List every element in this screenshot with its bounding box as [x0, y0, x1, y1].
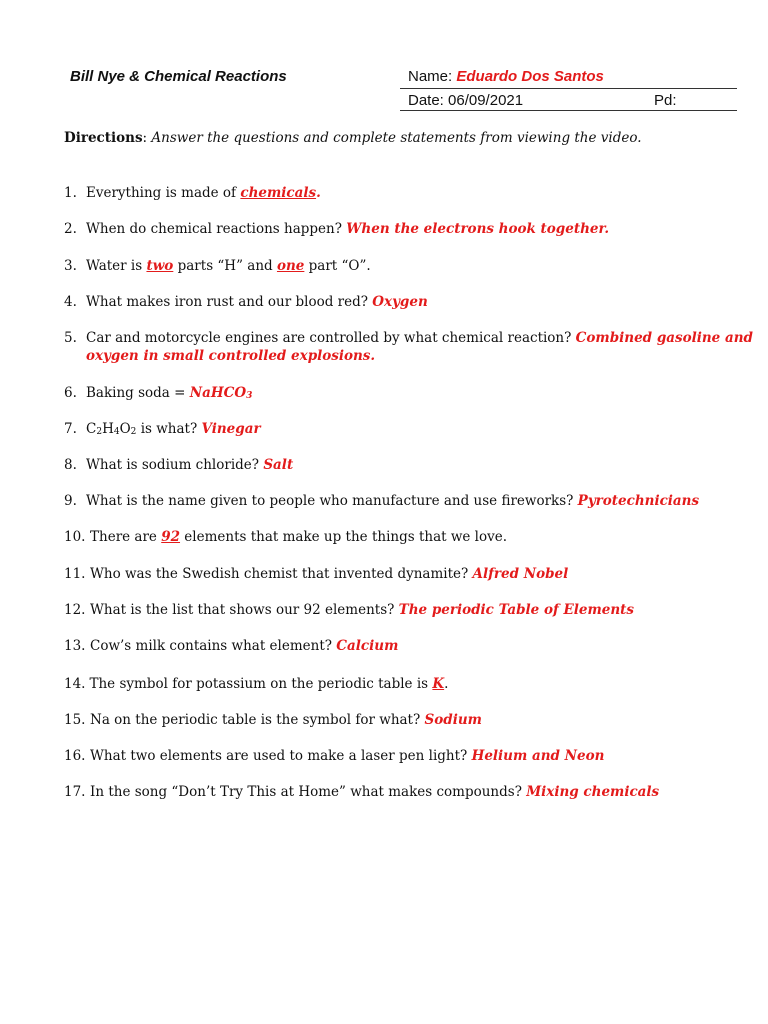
question-number: 12. [64, 602, 86, 618]
question-13 [64, 637, 398, 655]
question-text: is what? [136, 421, 202, 437]
formula-h: H [102, 421, 114, 437]
formula-o: O [119, 421, 131, 437]
question-text: What makes iron rust and our blood red? [86, 294, 373, 310]
answer-punct: . [316, 185, 321, 201]
formula-sub-c: 2 [96, 427, 103, 437]
worksheet-title: Bill Nye & Chemical Reactions [70, 68, 287, 85]
answer: Mixing chemicals [526, 784, 660, 800]
answer: When the electrons hook together. [346, 221, 610, 237]
question-number: 1. [64, 185, 77, 201]
question-text-end: part “O”. [304, 258, 371, 274]
period-label: Pd: [654, 92, 677, 109]
answer: Helium and Neon [471, 748, 605, 764]
question-text: What two elements are used to make a laser pen light? [90, 748, 472, 764]
question-text: What is the list that shows our 92 elements? [90, 602, 399, 618]
question-number: 15. [64, 712, 86, 728]
answer: Alfred Nobel [472, 566, 569, 582]
question-number: 5. [64, 330, 77, 346]
question-text: Water is [86, 258, 147, 274]
answer: K [432, 676, 445, 692]
date-label: Date: 06/09/2021 [408, 92, 524, 109]
question-11 [64, 565, 568, 583]
name-row [408, 68, 604, 85]
name-underline [400, 88, 737, 89]
question-number: 2. [64, 221, 77, 237]
question-number: 7. [64, 421, 77, 437]
question-3 [64, 257, 371, 275]
directions-text: Answer the questions and complete statements from viewing the video. [151, 130, 642, 146]
question-4 [64, 293, 428, 311]
question-6 [64, 384, 252, 404]
directions-label: Directions [64, 130, 143, 146]
question-text: Everything is made of [86, 185, 241, 201]
answer-1: two [146, 258, 174, 274]
question-17 [64, 783, 659, 801]
directions-colon: : [142, 130, 148, 146]
answer: Calcium [336, 638, 399, 654]
answer: Oxygen [372, 294, 428, 310]
question-text: Na on the periodic table is the symbol for what? [90, 712, 425, 728]
answer: Salt [263, 457, 294, 473]
answer: 92 [161, 529, 181, 545]
question-text: Who was the Swedish chemist that invented dynamite? [90, 566, 473, 582]
name-value: Eduardo Dos Santos [456, 68, 604, 85]
question-number: 17. [64, 784, 86, 800]
question-text: Baking soda = [86, 385, 190, 401]
question-number: 4. [64, 294, 77, 310]
question-number: 6. [64, 385, 77, 401]
question-text: What is sodium chloride? [86, 457, 264, 473]
question-text-end: . [444, 676, 449, 692]
question-text-mid: parts “H” and [173, 258, 277, 274]
question-text: What is the name given to people who manufacture and use fireworks? [86, 493, 578, 509]
question-text: There are [90, 529, 162, 545]
answer: NaHCO [189, 385, 247, 401]
answer: Sodium [424, 712, 482, 728]
question-number: 11. [64, 566, 86, 582]
question-text: The symbol for potassium on the periodic table is [89, 676, 433, 692]
question-number: 10. [64, 529, 86, 545]
answer: Combined gasoline and [575, 330, 753, 346]
question-number: 9. [64, 493, 77, 509]
answer-subscript: 3 [246, 391, 253, 401]
formula-c: C [86, 421, 97, 437]
question-7 [64, 420, 261, 440]
question-10 [64, 528, 507, 546]
question-number: 8. [64, 457, 77, 473]
question-12 [64, 601, 634, 619]
formula-sub-h: 4 [113, 427, 120, 437]
question-number: 3. [64, 258, 77, 274]
name-label: Name: [408, 68, 453, 85]
question-text-end: elements that make up the things that we love. [180, 529, 508, 545]
question-number: 13. [64, 638, 86, 654]
date-underline [400, 110, 737, 111]
answer-continued: oxygen in small controlled explosions. [86, 348, 376, 364]
question-number: 14. [64, 676, 86, 692]
question-text: In the song “Don’t Try This at Home” what makes compounds? [90, 784, 527, 800]
question-8 [64, 456, 293, 474]
answer-2: one [276, 258, 305, 274]
question-14 [64, 675, 448, 693]
question-2 [64, 220, 609, 238]
question-9 [64, 492, 699, 510]
answer: Pyrotechnicians [577, 493, 700, 509]
question-text: When do chemical reactions happen? [86, 221, 347, 237]
question-16 [64, 747, 604, 765]
question-5 [64, 329, 753, 365]
question-1 [64, 184, 321, 202]
directions [64, 130, 642, 146]
formula-sub-o: 2 [130, 427, 137, 437]
question-text: Car and motorcycle engines are controlled by what chemical reaction? [86, 330, 576, 346]
question-15 [64, 711, 482, 729]
answer: The periodic Table of Elements [398, 602, 634, 618]
question-number: 16. [64, 748, 86, 764]
answer: chemicals [240, 185, 317, 201]
question-text: Cow’s milk contains what element? [90, 638, 337, 654]
answer: Vinegar [201, 421, 261, 437]
